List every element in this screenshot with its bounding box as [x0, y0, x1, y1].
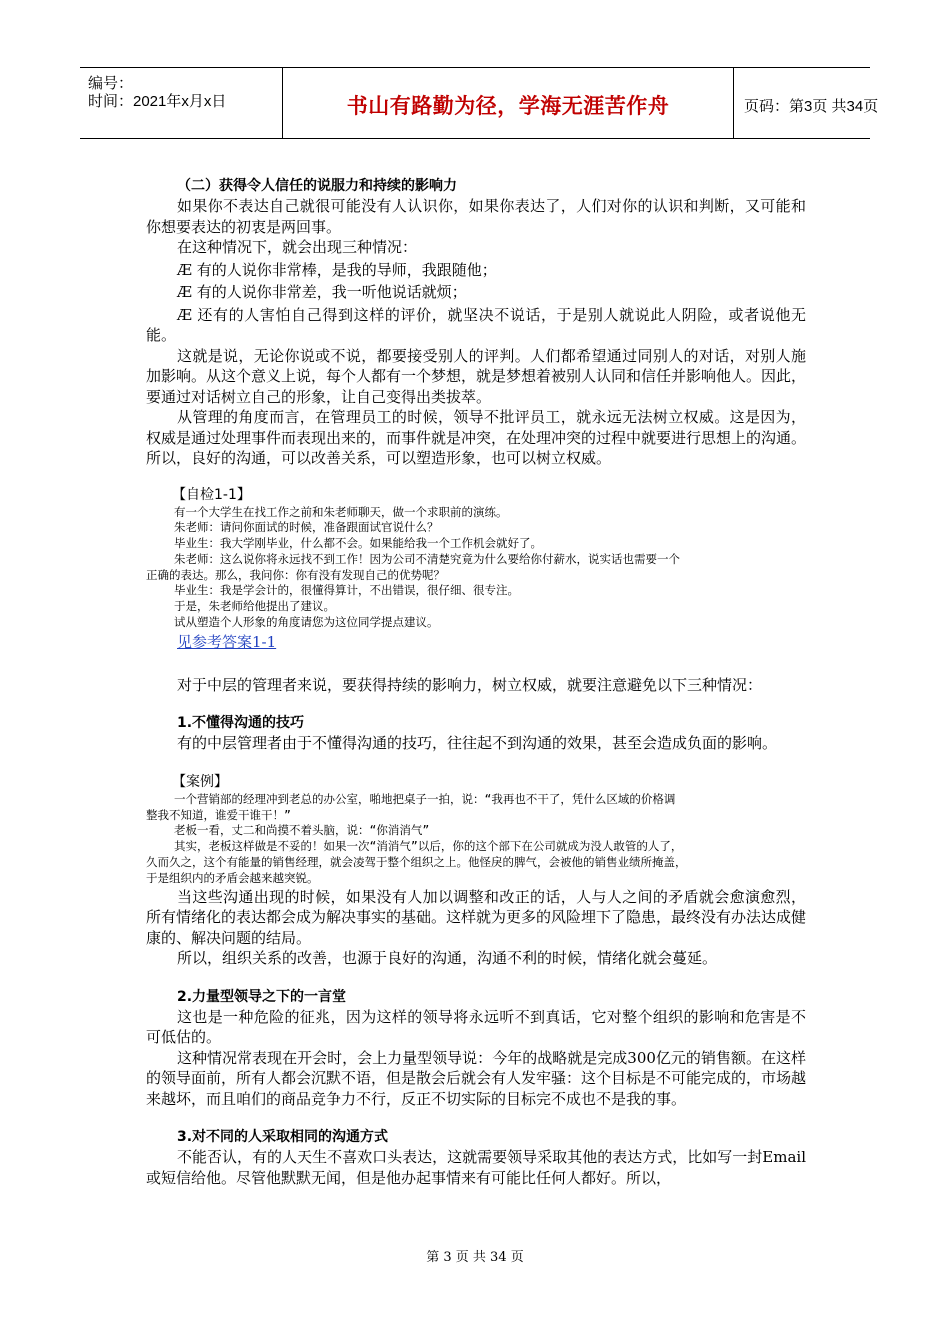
- paragraph: 当这些沟通出现的时候，如果没有人加以调整和改正的话，人与人之间的矛盾就会愈演愈烈，所有情绪化的表达都会成为解决事实的基础。这样就为更多的风险埋下了隐患，最终没有办法达成健康的、解决问题的结局。: [146, 887, 807, 947]
- paragraph: 对于中层的管理者来说，要获得持续的影响力，树立权威，就要注意避免以下三种情况：: [177, 675, 763, 694]
- reference-answer-link[interactable]: 见参考答案1-1: [177, 632, 277, 651]
- paragraph: 有的中层管理者由于不懂得沟通的技巧，往往起不到沟通的效果，甚至会造成负面的影响。: [177, 734, 778, 753]
- selfcheck-line: 朱老师：请问你面试的时候，准备跟面试官说什么？: [174, 520, 439, 535]
- selfcheck-line: 毕业生：我大学刚毕业，什么都不会。如果能给我一个工作机会就好了。: [174, 536, 542, 551]
- case-line: 一个营销部的经理冲到老总的办公室，啪地把桌子一拍，说：“我再也不干了，凭什么区域的价格调: [174, 791, 676, 806]
- header-left-cell: [80, 68, 282, 138]
- selfcheck-line: 于是，朱老师给他提出了建议。: [174, 599, 335, 614]
- date-label: 时间：2021年x月x日: [88, 93, 227, 110]
- paragraph: 不能否认，有的人天生不喜欢口头表达，这就需要领导采取其他的表达方式，比如写一封Email或短信给他。尽管他默默无闻，但是他办起事情来有可能比任何人都好。所以，: [146, 1148, 806, 1187]
- bullet-item: Æ 还有的人害怕自己得到这样的评价，就坚决不说话，于是别人就说此人阴险，或者说他无能。: [146, 305, 806, 344]
- case-title: 【案例】: [172, 773, 228, 790]
- subsection-title: 3.对不同的人采取相同的沟通方式: [177, 1129, 389, 1146]
- paragraph: 所以，组织关系的改善，也源于良好的沟通，沟通不利的时候，情绪化就会蔓延。: [177, 949, 718, 968]
- subsection-title: 1.不懂得沟通的技巧: [177, 715, 305, 732]
- subsection-title: 2.力量型领导之下的一言堂: [177, 988, 347, 1005]
- bullet-item: Æ 有的人说你非常棒，是我的导师，我跟随他；: [177, 260, 497, 279]
- selfcheck-line: 试从塑造个人形象的角度请您为这位同学提点建议。: [174, 615, 439, 630]
- document-body: [146, 176, 806, 1188]
- section-title: （二）获得令人信任的说服力和持续的影响力: [177, 178, 457, 194]
- paragraph: 这种情况常表现在开会时，会上力量型领导说：今年的战略就是完成300亿元的销售额。在这样的领导面前，所有人都会沉默不语，但是散会后就会有人发牢骚：这个目标是不可能完成的，市场越来越坏，而且咱们的商品竞争力不行，反正不切实际的目标完不成也不是我的事。: [146, 1048, 807, 1108]
- paragraph: 从管理的角度而言，在管理员工的时候，领导不批评员工，就永远无法树立权威。这是因为，权威是通过处理事件而表现出来的，而事件就是冲突，在处理冲突的过程中就要进行思想上的沟通。所以，良好的沟通，可以改善关系，可以塑造形象，也可以树立权威。: [146, 408, 807, 467]
- paragraph: 如果你不表达自己就很可能没有人认识你，如果你表达了，人们对你的认识和判断，又可能和你想要表达的初衷是两回事。: [146, 197, 806, 236]
- document-number-label: 编号：: [88, 75, 134, 92]
- selfcheck-line: 有一个大学生在找工作之前和朱老师聊天，做一个求职前的演练。: [174, 504, 508, 519]
- selfcheck-title: 【自检1-1】: [172, 486, 251, 503]
- page-info: 页码：第3页 共34页: [744, 98, 879, 115]
- header-page-cell: [734, 68, 879, 138]
- page-footer: 第 3 页 共 34 页: [426, 1250, 524, 1265]
- case-line: 老板一看，丈二和尚摸不着头脑，说：“你消消气”: [174, 823, 430, 838]
- paragraph: 这也是一种危险的征兆，因为这样的领导将永远听不到真话，它对整个组织的影响和危害是不可低估的。: [146, 1007, 806, 1047]
- paragraph: 在这种情况下，就会出现三种情况：: [177, 238, 418, 256]
- case-line: 整我不知道，谁爱干谁干！”: [146, 807, 291, 822]
- selfcheck-line: 朱老师：这么说你将永远找不到工作！因为公司不清楚究竟为什么要给你付薪水，说实话也需要一个: [174, 551, 680, 566]
- motto-text: 书山有路勤为径，学海无涯苦作舟: [346, 94, 670, 118]
- selfcheck-line: 毕业生：我是学会计的，很懂得算计，不出错误，很仔细、很专注。: [174, 583, 519, 598]
- selfcheck-line: 正确的表达。那么，我问你：你有没有发现自己的优势呢？: [146, 567, 445, 582]
- bullet-item: Æ 有的人说你非常差，我一听他说话就烦；: [177, 283, 467, 301]
- case-line: 其实，老板这样做是不妥的！如果一次“消消气”以后，你的这个部下在公司就成为没人敢管的人了，: [174, 839, 683, 854]
- case-line: 于是组织内的矛盾会越来越突锐。: [146, 870, 319, 885]
- header-table: [80, 67, 879, 139]
- paragraph: 这就是说，无论你说或不说，都要接受别人的评判。人们都希望通过同别人的对话，对别人施加影响。从这个意义上说，每个人都有一个梦想，就是梦想着被别人认同和信任并影响他人。因此，要通过对话树立自己的形象，让自己变得出类拔萃。: [146, 346, 807, 406]
- case-line: 久而久之，这个有能量的销售经理，就会凌驾于整个组织之上。他怪戾的脾气，会被他的销售业绩所掩盖，: [146, 855, 687, 870]
- header-motto-cell: [282, 68, 734, 138]
